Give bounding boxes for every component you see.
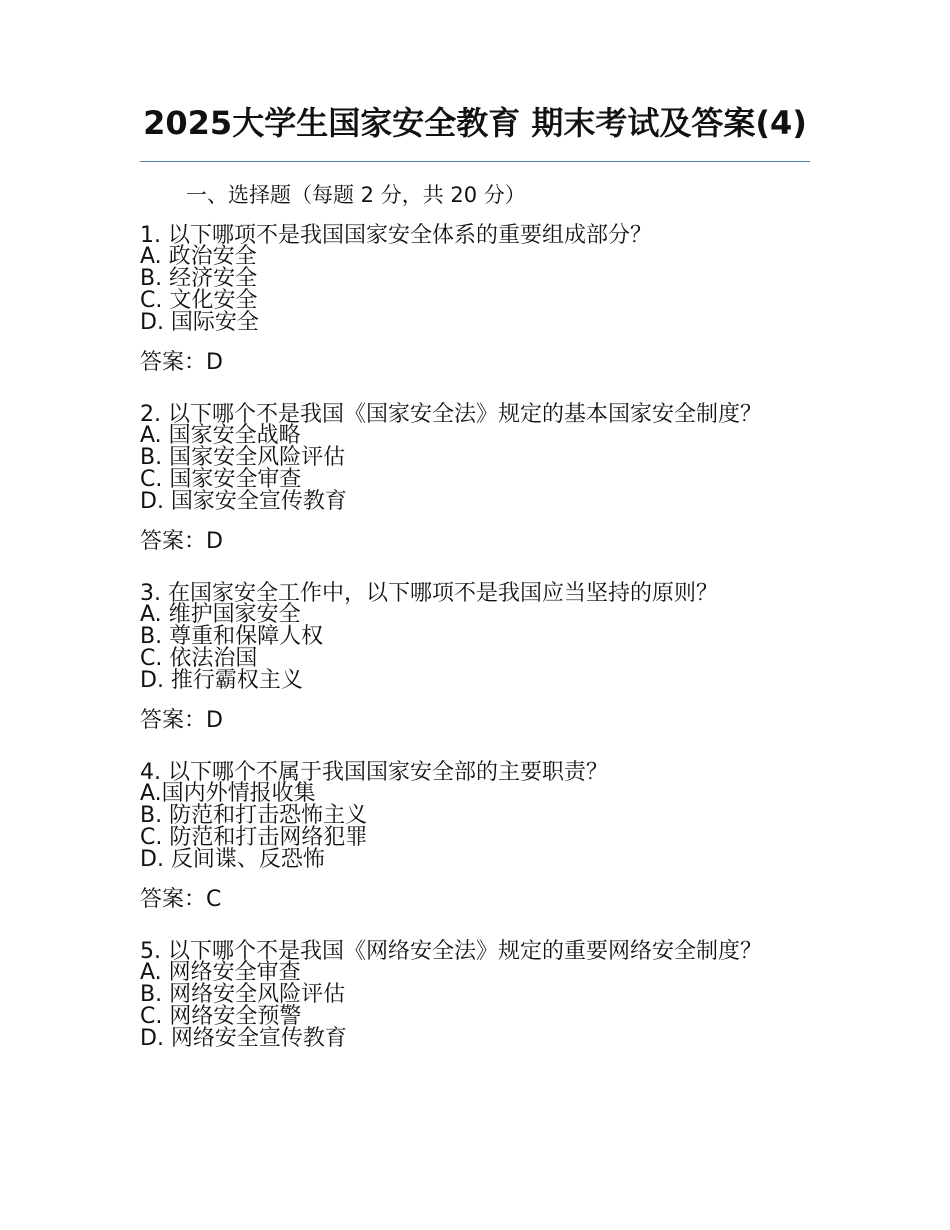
answer-line: 答案：D — [140, 529, 223, 554]
option-c: C. 文化安全 — [140, 288, 258, 313]
option-a: A. 政治安全 — [140, 244, 257, 269]
option-b: B. 尊重和保障人权 — [140, 624, 324, 649]
answer-line: 答案：C — [140, 887, 222, 912]
question-3 — [140, 583, 810, 733]
question-4 — [140, 762, 810, 912]
option-b: B. 国家安全风险评估 — [140, 445, 346, 470]
option-b: B. 网络安全风险评估 — [140, 982, 346, 1007]
question-1 — [140, 225, 810, 375]
answer-line: 答案：D — [140, 350, 223, 375]
title-divider — [140, 161, 810, 162]
option-b: B. 经济安全 — [140, 266, 258, 291]
section-heading: 一、选择题（每题 2 分，共 20 分） — [186, 183, 526, 207]
question-list — [140, 225, 810, 1050]
option-a: A. 国家安全战略 — [140, 423, 301, 448]
question-2 — [140, 404, 810, 554]
question-text: 3. 在国家安全工作中，以下哪项不是我国应当坚持的原则？ — [140, 581, 718, 606]
option-c: C. 国家安全审查 — [140, 467, 302, 492]
option-a: A. 网络安全审查 — [140, 960, 301, 985]
option-c: C. 网络安全预警 — [140, 1004, 302, 1029]
question-text: 1. 以下哪项不是我国国家安全体系的重要组成部分？ — [140, 223, 652, 248]
option-c: C. 防范和打击网络犯罪 — [140, 825, 368, 850]
option-a: A. 维护国家安全 — [140, 602, 301, 627]
option-a: A.国内外情报收集 — [140, 781, 316, 806]
option-d: D. 推行霸权主义 — [140, 668, 303, 693]
document-title: 2025大学生国家安全教育 期末考试及答案(4) — [143, 104, 807, 142]
question-5 — [140, 941, 810, 1050]
question-text: 4. 以下哪个不属于我国国家安全部的主要职责？ — [140, 760, 608, 785]
option-d: D. 国际安全 — [140, 310, 259, 335]
option-b: B. 防范和打击恐怖主义 — [140, 803, 368, 828]
option-d: D. 国家安全宣传教育 — [140, 489, 347, 514]
option-c: C. 依法治国 — [140, 646, 258, 671]
option-d: D. 网络安全宣传教育 — [140, 1026, 347, 1051]
question-text: 2. 以下哪个不是我国《国家安全法》规定的基本国家安全制度？ — [140, 402, 762, 427]
answer-line: 答案：D — [140, 708, 223, 733]
option-d: D. 反间谍、反恐怖 — [140, 847, 325, 872]
question-text: 5. 以下哪个不是我国《网络安全法》规定的重要网络安全制度？ — [140, 939, 762, 964]
